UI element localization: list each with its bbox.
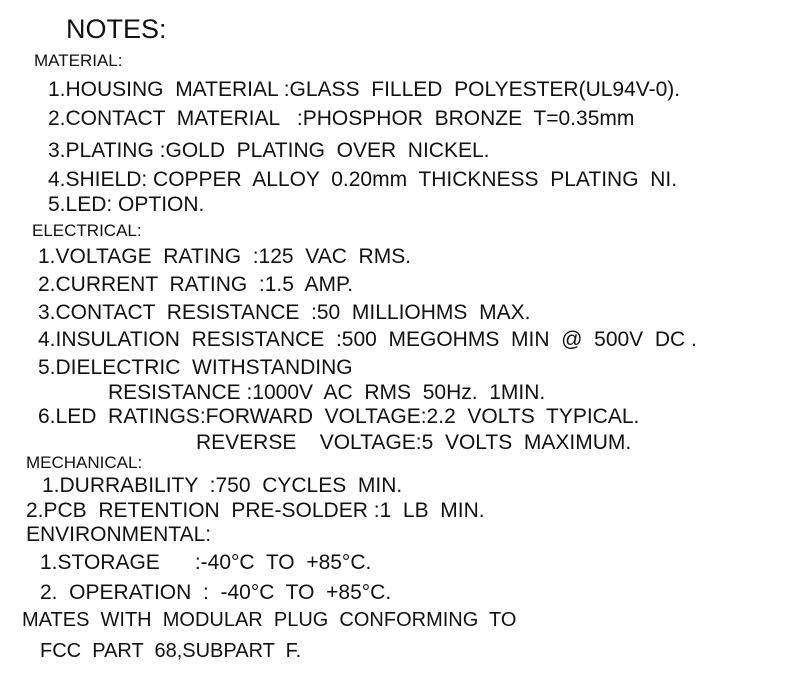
electrical-item-5-cont: RESISTANCE :1000V AC RMS 50Hz. 1MIN. [108, 381, 546, 404]
electrical-item-6: 6.LED RATINGS:FORWARD VOLTAGE:2.2 VOLTS TYPICAL. [38, 405, 640, 428]
environmental-item-2: 2. OPERATION : -40°C TO +85°C. [40, 581, 392, 604]
material-item-3: 3.PLATING :GOLD PLATING OVER NICKEL. [48, 139, 490, 162]
material-item-1: 1.HOUSING MATERIAL :GLASS FILLED POLYESTER(UL94V-0). [48, 78, 681, 101]
electrical-heading: ELECTRICAL: [32, 221, 142, 240]
mechanical-item-2: 2.PCB RETENTION PRE-SOLDER :1 LB MIN. [26, 499, 485, 522]
electrical-item-2: 2.CURRENT RATING :1.5 AMP. [38, 273, 354, 296]
material-item-5: 5.LED: OPTION. [48, 193, 205, 216]
electrical-item-6-cont: REVERSE VOLTAGE:5 VOLTS MAXIMUM. [196, 431, 632, 454]
material-item-4: 4.SHIELD: COPPER ALLOY 0.20mm THICKNESS PLATING NI. [48, 168, 678, 191]
material-heading: MATERIAL: [34, 51, 123, 70]
environmental-heading: ENVIRONMENTAL: [26, 523, 212, 546]
environmental-item-1: 1.STORAGE :-40°C TO +85°C. [40, 551, 372, 574]
notes-title: NOTES: [66, 14, 167, 44]
electrical-item-4: 4.INSULATION RESISTANCE :500 MEGOHMS MIN @ 500V DC . [38, 328, 697, 351]
mechanical-item-1: 1.DURRABILITY :750 CYCLES MIN. [42, 474, 403, 497]
mates-line-2: FCC PART 68,SUBPART F. [40, 640, 302, 662]
electrical-item-1: 1.VOLTAGE RATING :125 VAC RMS. [38, 245, 412, 268]
mechanical-heading: MECHANICAL: [26, 453, 143, 472]
electrical-item-5: 5.DIELECTRIC WITHSTANDING [38, 356, 353, 379]
material-item-2: 2.CONTACT MATERIAL :PHOSPHOR BRONZE T=0.35mm [48, 107, 635, 130]
electrical-item-3: 3.CONTACT RESISTANCE :50 MILLIOHMS MAX. [38, 301, 531, 324]
mates-line-1: MATES WITH MODULAR PLUG CONFORMING TO [22, 609, 517, 631]
